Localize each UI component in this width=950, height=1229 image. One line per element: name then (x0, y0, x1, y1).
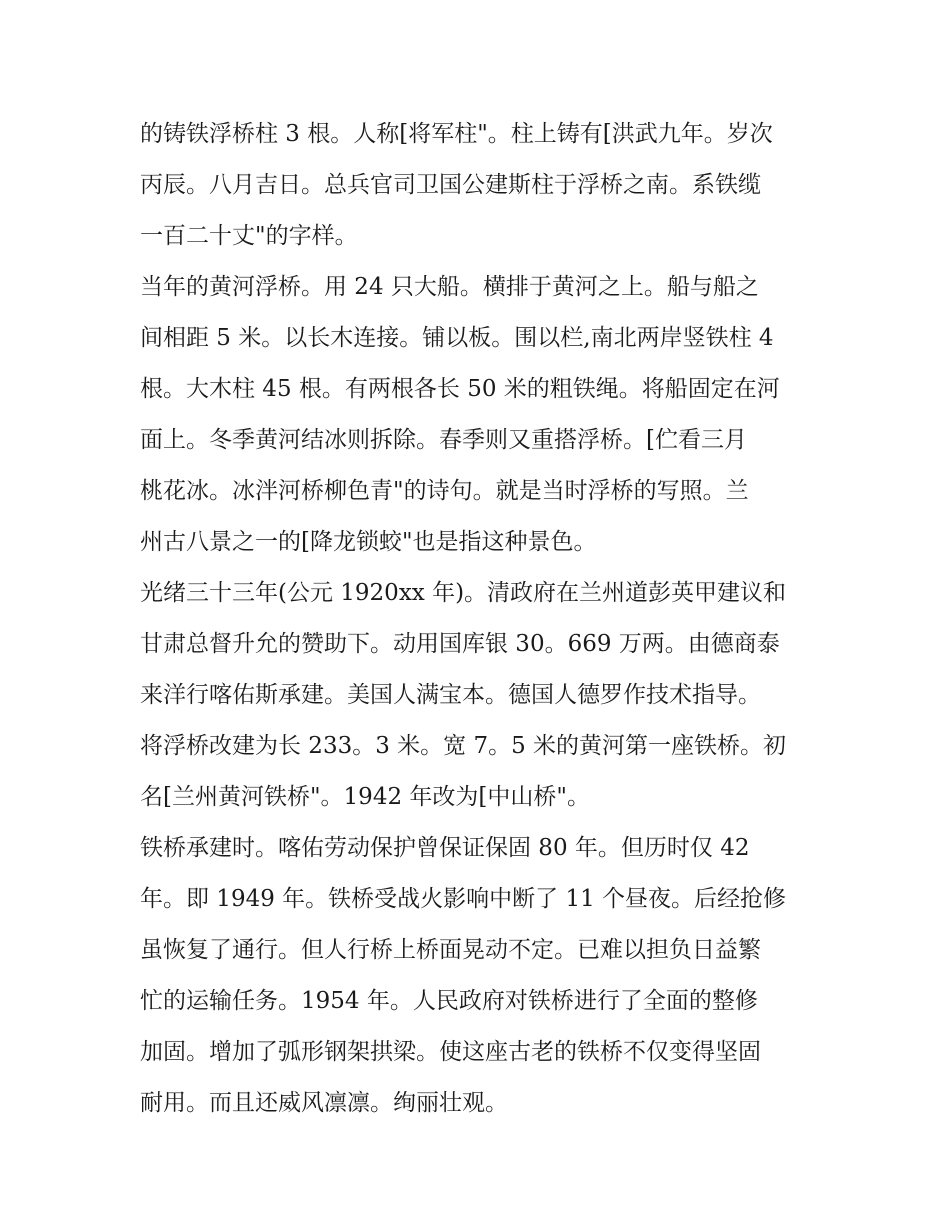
text-line: 丙辰。八月吉日。总兵官司卫国公建斯柱于浮桥之南。系铁缆 (140, 172, 761, 198)
paragraph-iron-bridge-construction (140, 568, 812, 823)
text-line: 当年的黄河浮桥。用 24 只大船。横排于黄河之上。船与船之 (140, 274, 759, 300)
text-line: 州古八景之一的[降龙锁蛟"也是指这种景色。 (140, 529, 597, 555)
text-line: 忙的运输任务。1954 年。人民政府对铁桥进行了全面的整修 (140, 988, 758, 1014)
text-line: 间相距 5 米。以长木连接。铺以板。围以栏,南北两岸竖铁柱 4 (140, 325, 774, 351)
text-line: 虽恢复了通行。但人行桥上桥面晃动不定。已难以担负日益繁 (140, 937, 761, 963)
text-line: 一百二十丈"的字样。 (140, 223, 358, 249)
text-line: 桃花冰。冰泮河桥柳色青"的诗句。就是当时浮桥的写照。兰 (140, 478, 749, 504)
text-line: 名[兰州黄河铁桥"。1942 年改为[中山桥"。 (140, 784, 590, 810)
text-line: 加固。增加了弧形钢架拱梁。使这座古老的铁桥不仅变得坚固 (140, 1039, 761, 1065)
text-line: 光绪三十三年(公元 1920xx 年)。清政府在兰州道彭英甲建议和 (140, 580, 787, 606)
text-line: 铁桥承建时。喀佑劳动保护曾保证保固 80 年。但历时仅 42 (140, 835, 750, 861)
text-line: 将浮桥改建为长 233。3 米。宽 7。5 米的黄河第一座铁桥。初 (140, 733, 787, 759)
text-line: 耐用。而且还威风凛凛。绚丽壮观。 (140, 1090, 508, 1116)
text-line: 根。大木柱 45 根。有两根各长 50 米的粗铁绳。将船固定在河 (140, 376, 780, 402)
paragraph-bridge-renovation (140, 823, 812, 1129)
text-line: 年。即 1949 年。铁桥受战火影响中断了 11 个昼夜。后经抢修 (140, 886, 787, 912)
text-line: 来洋行喀佑斯承建。美国人满宝本。德国人德罗作技术指导。 (140, 682, 761, 708)
text-line: 的铸铁浮桥柱 3 根。人称[将军柱"。柱上铸有[洪武九年。岁次 (140, 121, 773, 147)
paragraph-iron-pillars (140, 109, 812, 262)
document-body (140, 109, 812, 1129)
text-line: 面上。冬季黄河结冰则拆除。春季则又重搭浮桥。[伫看三月 (140, 427, 747, 453)
text-line: 甘肃总督升允的赞助下。动用国库银 30。669 万两。由德商泰 (140, 631, 780, 657)
paragraph-pontoon-bridge (140, 262, 812, 568)
